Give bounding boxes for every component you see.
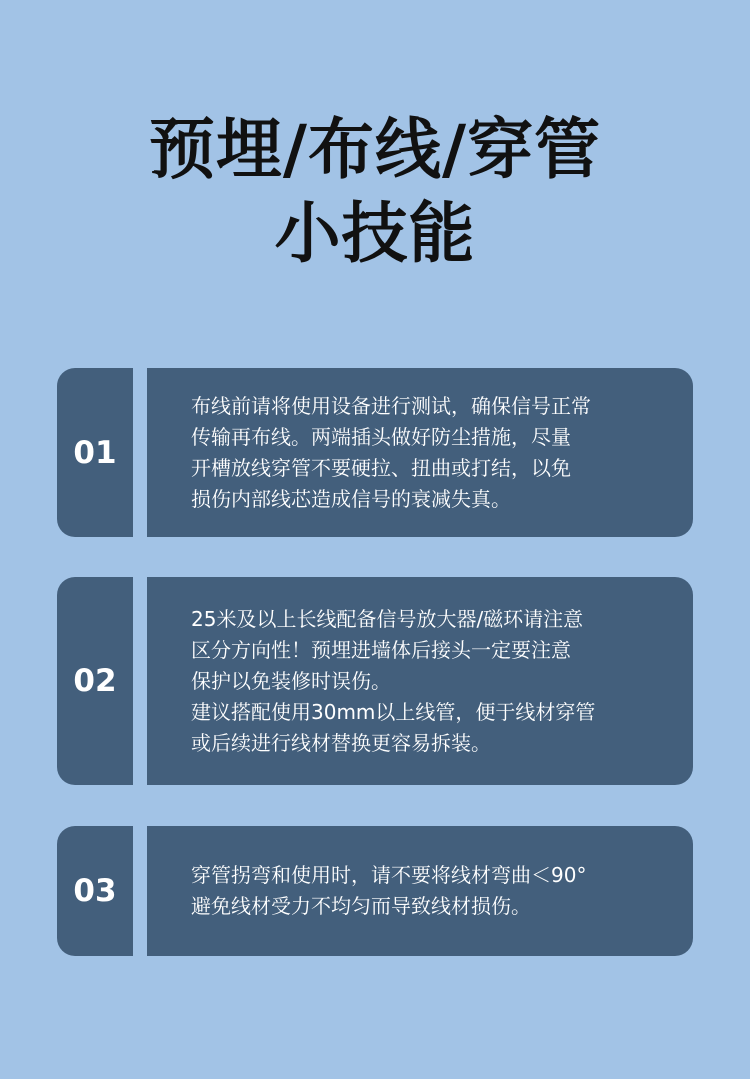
tip-card-1 [57, 368, 693, 537]
tip-number-3: 03 [57, 826, 133, 956]
title-line-1: 预埋/布线/穿管 [148, 111, 602, 188]
tip-number-1: 01 [57, 368, 133, 537]
page-title [0, 108, 750, 276]
tip-text-1 [147, 368, 693, 537]
tip-3-line-1: 穿管拐弯和使用时，请不要将线材弯曲＜90° [191, 863, 587, 887]
tip-2-line-2: 区分方向性！预埋进墙体后接头一定要注意 [191, 637, 571, 662]
tip-number-2: 02 [57, 577, 133, 785]
tip-2-line-1: 25米及以上长线配备信号放大器/磁环请注意 [191, 606, 584, 631]
title-line-2: 小技能 [274, 195, 476, 272]
tip-card-2 [57, 577, 693, 785]
tip-1-line-1: 布线前请将使用设备进行测试，确保信号正常 [191, 393, 591, 418]
tip-1-line-3: 开槽放线穿管不要硬拉、扭曲或打结，以免 [191, 455, 571, 480]
tip-1-line-2: 传输再布线。两端插头做好防尘措施，尽量 [191, 424, 571, 449]
tip-1-line-4: 损伤内部线芯造成信号的衰减失真。 [191, 486, 511, 511]
tip-2-line-3: 保护以免装修时误伤。 [191, 668, 391, 693]
tip-3-line-2: 避免线材受力不均匀而导致线材损伤。 [191, 894, 531, 918]
tip-text-3 [147, 826, 693, 956]
tip-2-line-5: 或后续进行线材替换更容易拆装。 [191, 730, 491, 755]
tip-card-3 [57, 826, 693, 956]
tip-text-2 [147, 577, 693, 785]
tip-2-line-4: 建议搭配使用30mm以上线管，便于线材穿管 [191, 699, 596, 724]
